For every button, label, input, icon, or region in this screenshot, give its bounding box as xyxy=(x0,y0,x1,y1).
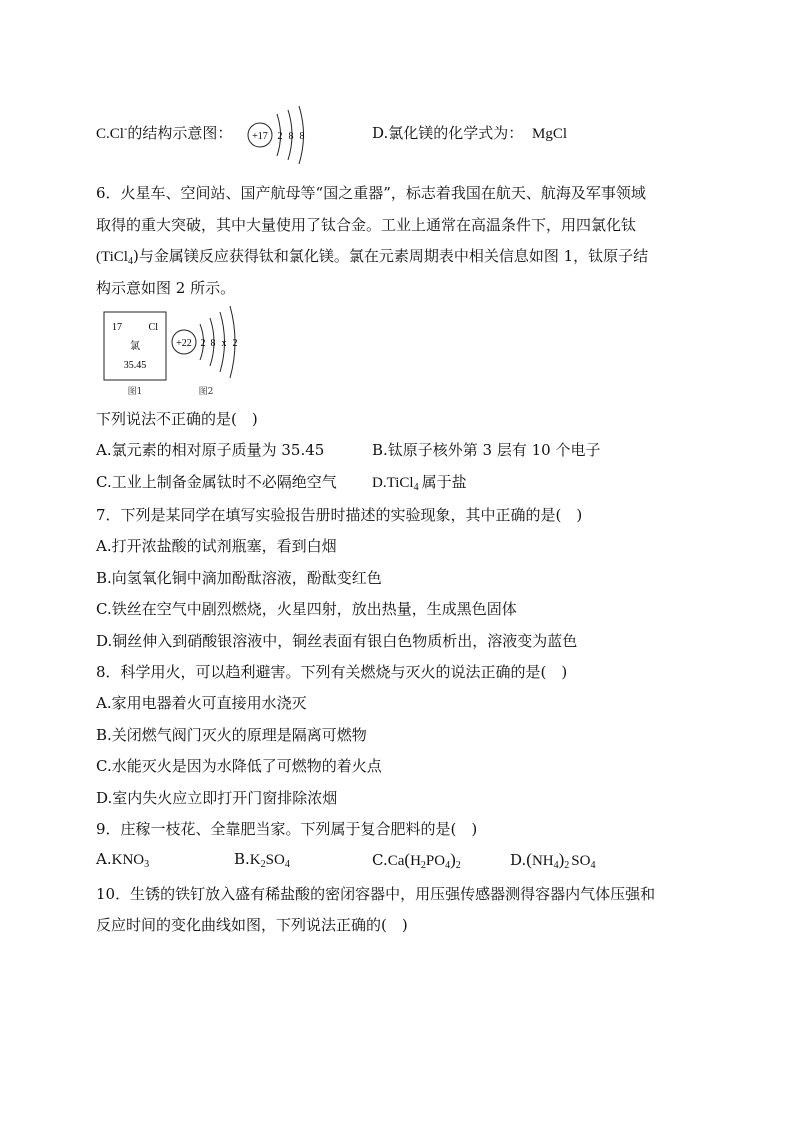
q9-option-c-f3: PO xyxy=(425,853,446,869)
ti-shell-2: 8 xyxy=(210,338,216,349)
q7-option-a: A.打开浓盐酸的试剂瓶塞，看到白烟 xyxy=(96,537,337,555)
q9-option-c-f2: H xyxy=(410,853,421,869)
q9-stem: 9．庄稼一枝花、全靠肥当家。下列属于复合肥料的是( ) xyxy=(96,820,478,838)
q9-option-b-s1: 2 xyxy=(260,859,266,870)
q6-option-c: C.工业上制备金属钛时不必隔绝空气 xyxy=(96,473,337,491)
cl-shell-3: 8 xyxy=(299,131,305,142)
q9-option-d-rparen: ) xyxy=(558,850,565,869)
q9-option-b-f2: SO xyxy=(265,852,285,868)
q10-line-1: 10．生锈的铁钉放入盛有稀盐酸的密闭容器中，用压强传感器测得容器内气体压强和 xyxy=(96,885,656,903)
q7-option-b: B.向氢氧化铜中滴加酚酞溶液，酚酞变红色 xyxy=(96,569,382,587)
q9-option-c-f1: Ca xyxy=(387,853,405,869)
q8-option-d: D.室内失火应立即打开门窗排除浓烟 xyxy=(96,789,338,807)
q7-option-c: C.铁丝在空气中剧烈燃烧，火星四射，放出热量，生成黑色固体 xyxy=(96,600,517,618)
q9-option-b xyxy=(234,850,290,870)
q9-option-a-formula: KNO xyxy=(111,852,145,868)
q9-option-c-label: C. xyxy=(372,851,388,869)
q9-option-a-sub: 3 xyxy=(144,859,150,870)
q9-option-b-f1: K xyxy=(249,852,261,868)
q6-ticl4-sub: 4 xyxy=(127,256,133,267)
q9-option-c-s3: 4 xyxy=(445,860,451,871)
q6-option-d-text: 属于盐 xyxy=(421,473,467,491)
q9-option-d-f2: SO xyxy=(571,853,591,869)
q5-option-d-label: D.氯化镁的化学式为： xyxy=(372,124,524,142)
q6-option-d xyxy=(372,471,467,493)
q9-option-c-s4: 2 xyxy=(455,860,461,871)
q5-option-c xyxy=(96,122,232,143)
q9-option-d-s2: 2 xyxy=(564,860,570,871)
q9-option-d-s3: 4 xyxy=(590,860,596,871)
q9-option-c-lparen: ( xyxy=(404,850,411,869)
q9-option-c-rparen: ) xyxy=(450,850,456,869)
q6-option-b: B.钛原子核外第 3 层有 10 个电子 xyxy=(372,441,601,459)
fig1-caption: 图1 xyxy=(127,387,143,397)
q6-option-d-sub: 4 xyxy=(413,482,419,493)
ti-nucleus-label: +22 xyxy=(176,338,192,349)
fig2-caption: 图2 xyxy=(198,387,214,397)
q7-stem: 7．下列是某同学在填写实验报告册时描述的实验现象，其中正确的是( ) xyxy=(96,506,583,524)
q6-line-2: 取得的重大突破，其中大量使用了钛合金。工业上通常在高温条件下，用四氯化钛 xyxy=(96,216,637,234)
q5-option-c-text: 的结构示意图： xyxy=(127,124,233,142)
q6-stem: 下列说法不正确的是( ) xyxy=(96,410,258,428)
fig1-name: 氯 xyxy=(130,341,140,352)
fig1-mass: 35.45 xyxy=(123,360,147,371)
fig1-atomic-number: 17 xyxy=(112,322,122,333)
q9-option-b-s2: 4 xyxy=(284,859,290,870)
q9-option-d-label: D. xyxy=(510,851,527,869)
q6-option-d-formula: D.TiCl xyxy=(372,475,414,491)
q6-line-3-rest: )与金属镁反应获得钛和氯化镁。氯在元素周期表中相关信息如图 1，钛原子结 xyxy=(132,247,649,265)
q9-option-d xyxy=(510,850,595,871)
cl-shell-2: 8 xyxy=(288,131,294,142)
q6-option-a: A.氯元素的相对原子质量为 35.45 xyxy=(96,441,325,459)
q5-option-d-formula: MgCl xyxy=(532,126,568,142)
q9-option-d-s1: 4 xyxy=(553,860,559,871)
q5-option-c-sup: - xyxy=(123,124,128,135)
q8-option-a: A.家用电器着火可直接用水浇灭 xyxy=(96,694,307,712)
q9-option-a-label: A. xyxy=(96,850,112,868)
q8-option-b: B.关闭燃气阀门灭火的原理是隔离可燃物 xyxy=(96,726,367,744)
q7-option-d: D.铜丝伸入到硝酸银溶液中，铜丝表面有银白色物质析出，溶液变为蓝色 xyxy=(96,632,578,650)
q10-line-2: 反应时间的变化曲线如图，下列说法正确的( ) xyxy=(96,916,408,934)
ti-shell-1: 2 xyxy=(200,338,206,349)
chloride-ion-diagram xyxy=(244,104,314,170)
cl-shell-1: 2 xyxy=(277,131,283,142)
q5-option-d xyxy=(372,122,567,143)
q6-line-3 xyxy=(96,245,648,267)
q6-line-1: 6．火星车、空间站、国产航母等“国之重器”，标志着我国在航天、航海及军事领域 xyxy=(96,184,646,202)
q6-ticl4-formula: (TiCl xyxy=(96,249,128,265)
ti-shell-4: 2 xyxy=(232,338,238,349)
titanium-atom-diagram xyxy=(168,304,248,404)
q9-option-b-label: B. xyxy=(234,850,250,868)
q5-option-c-label: C.Cl xyxy=(96,126,124,142)
q9-option-c xyxy=(372,850,461,871)
q6-line-4: 构示意如图 2 所示。 xyxy=(96,279,236,297)
q9-option-d-lparen: ( xyxy=(526,850,532,869)
fig1-symbol: Cl xyxy=(148,322,158,333)
q8-stem: 8．科学用火，可以趋利避害。下列有关燃烧与灭火的说法正确的是( ) xyxy=(96,663,568,681)
q9-option-a xyxy=(96,850,149,870)
cl-nucleus-label: +17 xyxy=(252,131,268,142)
q9-option-c-s2: 2 xyxy=(420,860,426,871)
q9-option-d-f1: NH xyxy=(531,853,554,869)
q8-option-c: C.水能灭火是因为水降低了可燃物的着火点 xyxy=(96,757,382,775)
ti-shell-3: x xyxy=(221,338,227,349)
